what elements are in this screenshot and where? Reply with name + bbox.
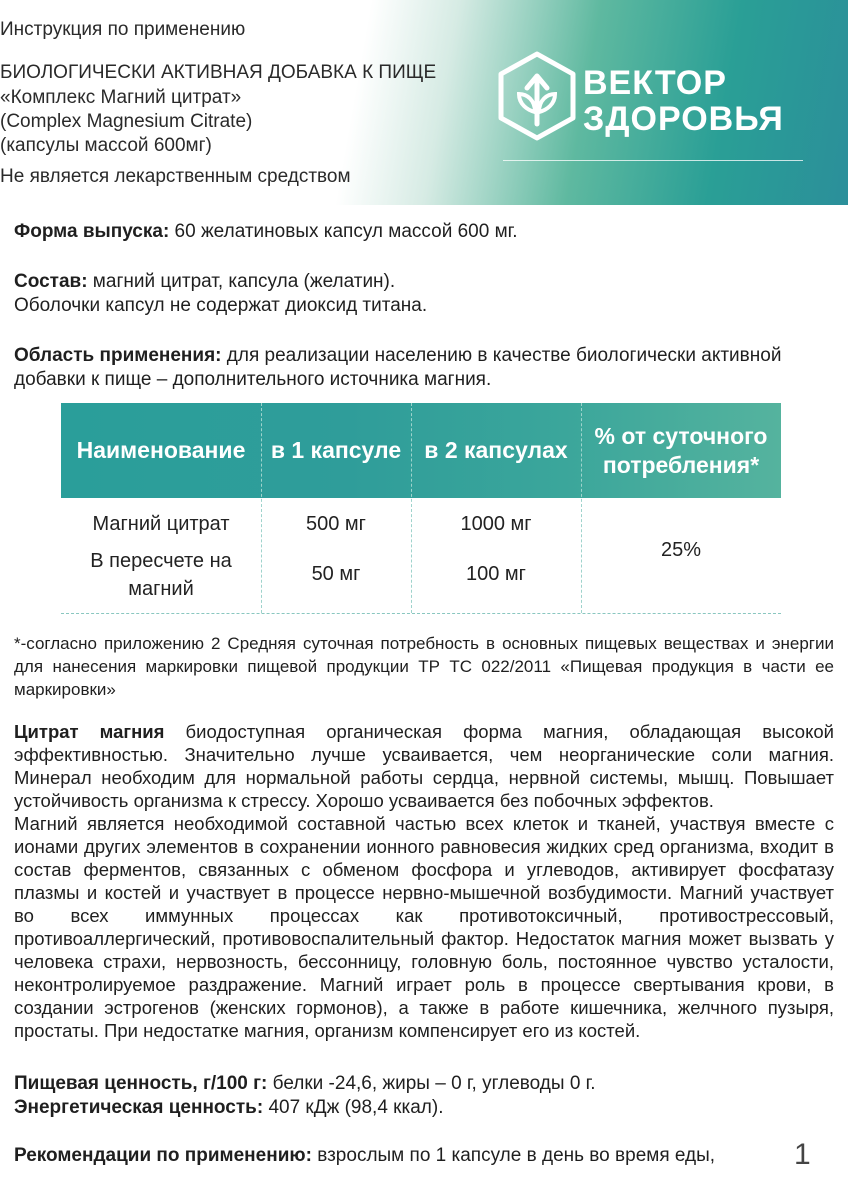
composition-label: Состав: — [14, 271, 88, 292]
instructions-title: Инструкция по применению — [0, 19, 246, 40]
citrate-text: биодоступная органическая форма магния, обладающая высокой эффективностью. Значительно лучше усваивается, чем неорганические соли магния. Минерал необходим для нормальной работы сердца, нервной системы, мышц. Повышает устойчивость организма к стрессу. Хорошо усваивается без побочных эффектов. — [14, 721, 835, 811]
table-cell-name: В пересчете на магний — [90, 550, 232, 600]
citrate-label: Цитрат магния — [14, 721, 165, 742]
capsule-mass: (капсулы массой 600мг) — [0, 135, 212, 156]
application-area — [14, 344, 834, 392]
logo-divider — [503, 160, 803, 161]
application-text: для реализации населению в качестве биологически активной добавки к пище – дополнительного источника магния. — [14, 345, 782, 390]
table-cell-one: 50 мг — [311, 563, 361, 585]
recommendations-label: Рекомендации по применению: — [14, 1145, 312, 1166]
release-form — [14, 220, 834, 244]
brand-name-line2: ЗДОРОВЬЯ — [583, 100, 784, 138]
composition-note: Оболочки капсул не содержат диоксид титана. — [14, 295, 428, 316]
recommendations-text: взрослым по 1 капсуле в день во время еды, — [311, 1145, 716, 1166]
application-label: Область применения: — [14, 345, 222, 366]
table-header — [61, 403, 781, 498]
magnesium-description: Магний является необходимой составной частью всех клеток и тканей, участвуя вместе с ионами других элементов в сохранении ионного равновесия жидких сред организма, входит в состав ферментов, связанных с обменом фосфора и углеводов, активирует фосфатазу плазмы и костей и участвует в процессе нервно-мышечной возбудимости. Магний участвует во всех иммунных процессах как противотоксичный, противострессовый, противоаллергический, противовоспалительный фактор. Недостаток магния может вызвать у человека страхи, нервозность, бессонницу, головную боль, постоянное чувство усталости, неконтролируемое раздражение. Магний играет роль в процессе свертывания крови, в создании эстрогенов (женских гормонов), а также в работе кишечника, желчного пузыря, простаты. При недостатке магния, организм компенсирует его из костей. — [14, 813, 834, 1041]
composition-text: магний цитрат, капсула (желатин). — [87, 271, 396, 292]
release-form-text: 60 желатиновых капсул массой 600 мг. — [169, 221, 518, 242]
table-divider — [581, 403, 582, 613]
table-header-one-capsule: в 1 капсуле — [270, 437, 402, 463]
table-header-name: Наименование — [76, 437, 246, 463]
product-name: «Комплекс Магний цитрат» — [0, 87, 242, 108]
table-bottom-border — [61, 613, 781, 614]
page-number: 1 — [794, 1138, 811, 1171]
nutrition-label: Пищевая ценность, г/100 г: — [14, 1073, 268, 1094]
table-cell-two: 100 мг — [466, 563, 526, 585]
brand-name-line1: ВЕКТОР — [583, 64, 727, 102]
product-latin-name: (Complex Magnesium Citrate) — [0, 111, 253, 132]
nutrition-text: белки -24,6, жиры – 0 г, углеводы 0 г. — [267, 1073, 596, 1094]
leaf-arrow-icon — [497, 50, 577, 142]
table-header-two-capsules: в 2 капсулах — [424, 437, 568, 463]
supplement-type: БИОЛОГИЧЕСКИ АКТИВНАЯ ДОБАВКА К ПИЩЕ — [0, 62, 437, 83]
table-cell-two: 1000 мг — [460, 513, 532, 535]
header-banner — [0, 0, 848, 205]
energy-label: Энергетическая ценность: — [14, 1097, 264, 1118]
table-cell-percent: 25% — [660, 539, 702, 561]
table-cell-one: 500 мг — [306, 513, 366, 535]
recommendations — [14, 1144, 794, 1168]
energy-text: 407 кДж (98,4 ккал). — [263, 1097, 444, 1118]
footnote: *-согласно приложению 2 Средняя суточная потребность в основных пищевых веществах и энергии для нанесения маркировки пищевой продукции ТР ТС 022/2011 «Пищевая продукция в части ее маркировки» — [14, 634, 834, 699]
composition — [14, 270, 834, 318]
citrate-description — [14, 720, 834, 812]
release-form-label: Форма выпуска: — [14, 221, 170, 242]
nutrition-value — [14, 1072, 834, 1096]
not-medicine-note: Не является лекарственным средством — [0, 166, 351, 187]
energy-value — [14, 1096, 834, 1120]
brand-logo — [497, 50, 817, 145]
table-cell-name: Магний цитрат — [92, 513, 230, 535]
table-header-daily-percent: % от суточного потребления* — [594, 422, 768, 478]
